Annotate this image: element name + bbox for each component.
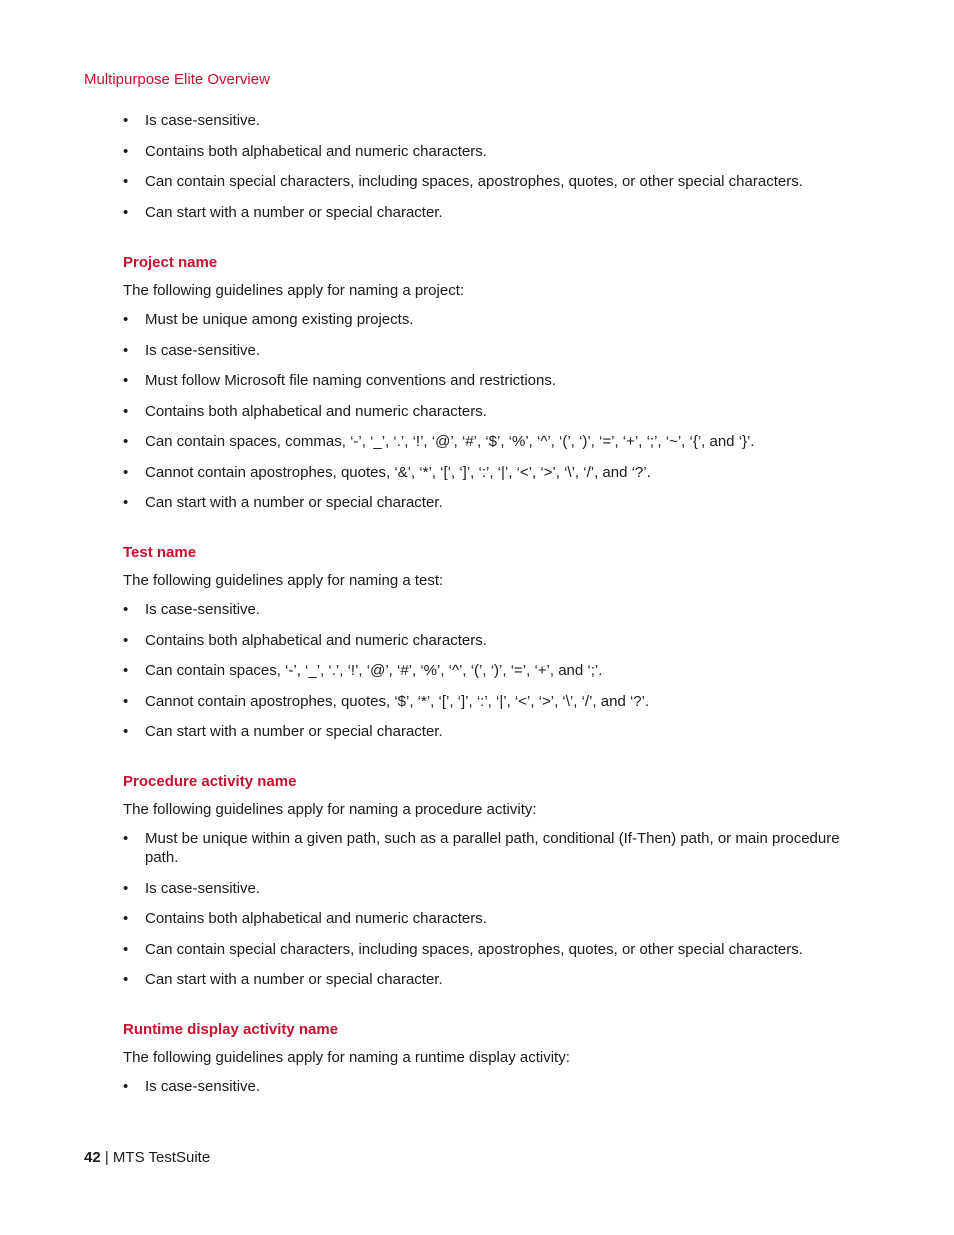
running-header: Multipurpose Elite Overview [84, 71, 270, 88]
test-name-list [123, 600, 848, 753]
section-heading-runtime-display-activity-name: Runtime display activity name [123, 1021, 339, 1038]
list-item: • Can contain spaces, commas, ‘-’, ‘_’, ‘.’, ‘!’, ‘@’, ‘#’, ‘$’, ‘%’, ‘^’, ‘(’, ‘)’, ‘=’, ‘+’, ‘;’, ‘~’, ‘{’, and ‘}’. [123, 432, 848, 451]
section-intro: The following guidelines apply for naming a runtime display activity: [123, 1049, 570, 1066]
page-footer [84, 1149, 210, 1166]
list-item: • Can contain special characters, including spaces, apostrophes, quotes, or other special characters. [123, 940, 848, 959]
list-item: • Can start with a number or special character. [123, 203, 848, 222]
list-item: • Contains both alphabetical and numeric characters. [123, 402, 848, 421]
footer-separator: | [100, 1149, 113, 1166]
list-item: • Can start with a number or special character. [123, 493, 848, 512]
list-item: • Is case-sensitive. [123, 879, 848, 898]
list-item: • Cannot contain apostrophes, quotes, ‘$’, ‘*’, ‘[’, ‘]’, ‘:’, ‘|’, ‘<’, ‘>’, ‘\’, ‘/’, and ‘?’. [123, 692, 848, 711]
list-item: • Can start with a number or special character. [123, 722, 848, 741]
list-item: • Must be unique within a given path, such as a parallel path, conditional (If-Then) path, or main procedure path. [123, 829, 848, 867]
footer-doc-title: MTS TestSuite [112, 1149, 211, 1166]
page-number: 42 [84, 1149, 101, 1166]
list-item: • Must be unique among existing projects. [123, 310, 848, 329]
list-item: • Can contain spaces, ‘-’, ‘_’, ‘.’, ‘!’, ‘@’, ‘#’, ‘%’, ‘^’, ‘(’, ‘)’, ‘=’, ‘+’, and ‘;’. [123, 661, 848, 680]
section-heading-test-name: Test name [123, 544, 197, 561]
runtime-display-list [123, 1077, 848, 1108]
list-item: • Can start with a number or special character. [123, 970, 848, 989]
list-item: • Contains both alphabetical and numeric characters. [123, 142, 848, 161]
list-item: • Is case-sensitive. [123, 600, 848, 619]
section-intro: The following guidelines apply for naming a project: [123, 282, 465, 299]
procedure-activity-list [123, 829, 848, 1001]
list-item: • Is case-sensitive. [123, 111, 848, 130]
top-bullet-list [123, 111, 848, 233]
list-item: • Is case-sensitive. [123, 1077, 848, 1096]
section-intro: The following guidelines apply for naming a test: [123, 572, 444, 589]
project-name-list [123, 310, 848, 524]
section-heading-procedure-activity-name: Procedure activity name [123, 773, 297, 790]
list-item: • Must follow Microsoft file naming conventions and restrictions. [123, 371, 848, 390]
list-item: • Cannot contain apostrophes, quotes, ‘&’, ‘*’, ‘[’, ‘]’, ‘:’, ‘|’, ‘<’, ‘>’, ‘\’, ‘/’, and ‘?’. [123, 463, 848, 482]
list-item: • Can contain special characters, including spaces, apostrophes, quotes, or other special characters. [123, 172, 848, 191]
list-item: • Contains both alphabetical and numeric characters. [123, 631, 848, 650]
list-item: • Is case-sensitive. [123, 341, 848, 360]
section-heading-project-name: Project name [123, 254, 218, 271]
list-item: • Contains both alphabetical and numeric characters. [123, 909, 848, 928]
section-intro: The following guidelines apply for naming a procedure activity: [123, 801, 537, 818]
